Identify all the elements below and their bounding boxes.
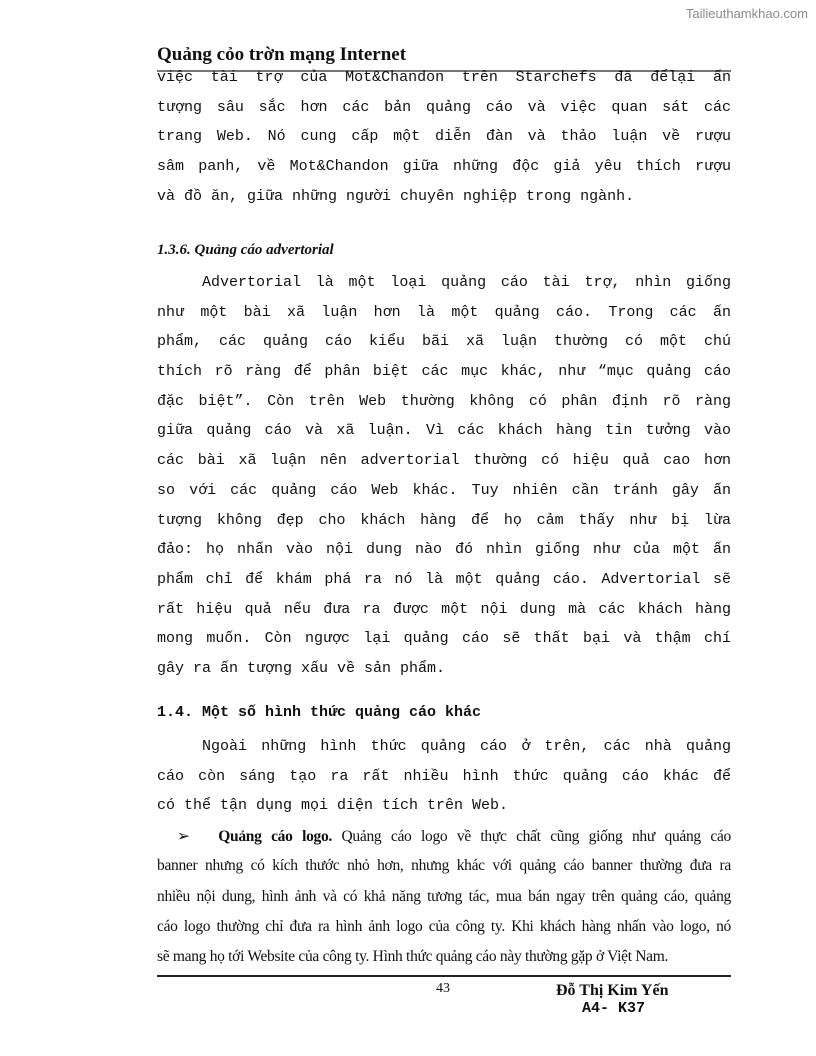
arrow-bullet-icon: ➢ <box>177 828 190 845</box>
footer-rule <box>157 975 731 977</box>
text-line: thích rõ ràng để phân biệt các mục khác, như “mục quảng cáo <box>157 363 731 381</box>
text-line: đảo: họ nhấn vào nội dung nào đó nhìn giống như của một ấn <box>157 541 731 559</box>
text-line: Advertorial là một loại quảng cáo tài trợ, nhìn giống <box>202 274 731 291</box>
text-line: tượng sâu sắc hơn các bản quảng cáo và việc quan sát các <box>157 98 731 116</box>
text-line: tượng không đẹp cho khách hàng để họ cảm thấy như bị lừa <box>157 511 731 529</box>
page-header-title: Quảng cỏo trờn mạng Internet <box>157 44 407 65</box>
intro-paragraph <box>157 69 731 217</box>
text-line: sâm panh, về Mot&Chandon giữa những độc giả yêu thích rượu <box>157 158 731 176</box>
text-line: Ngoài những hình thức quảng cáo ở trên, các nhà quảng <box>202 738 731 755</box>
page-number: 43 <box>436 981 450 996</box>
section-heading-1-3-6: 1.3.6. Quảng cáo advertorial <box>157 242 334 258</box>
other-forms-paragraph <box>157 738 731 827</box>
text-line: đặc biệt”. Còn trên Web thường không có phân định rõ ràng <box>157 392 731 410</box>
section-heading-1-4: 1.4. Một số hình thức quảng cáo khác <box>157 704 482 721</box>
text-line: banner nhưng có kích thước nhỏ hơn, nhưng khác với quảng cáo banner thường đưa ra <box>157 857 731 875</box>
text-line: việc tài trợ của Mot&Chandon trên Starchefs đã đểlại ấn <box>157 69 731 86</box>
bullet-label: Quảng cáo logo. <box>218 828 332 845</box>
text-line: cáo logo thường chỉ đưa ra hình ảnh logo của công ty. Khi khách hàng nhấn vào logo, nó <box>157 917 731 935</box>
footer-author: Đỗ Thị Kim Yến <box>556 982 669 999</box>
bullet-text: Quảng cáo logo về thực chất cũng giống như quảng cáo <box>332 828 731 845</box>
watermark: Tailieuthamkhao.com <box>685 6 808 21</box>
text-line: như một bài xã luận hơn là một quảng cáo. Trong các ấn <box>157 303 731 321</box>
text-line: các bài xã luận nên advertorial thường có hiệu quả cao hơn <box>157 452 731 470</box>
advertorial-paragraph <box>157 274 731 690</box>
logo-ad-bullet <box>157 827 731 978</box>
text-line: mong muốn. Còn ngược lại quảng cáo sẽ thất bại và thậm chí <box>157 630 731 648</box>
text-line: nhiều nội dung, hình ảnh và có khả năng tương tác, mua bán ngay trên quảng cáo, quảng <box>157 887 731 905</box>
text-line: rất hiệu quả nếu đưa ra được một nội dung mà các khách hàng <box>157 600 731 618</box>
text-line: gây ra ấn tượng xấu về sản phẩm. <box>157 659 446 677</box>
text-line: giữa quảng cáo và xã luận. Vì các khách hàng tin tưởng vào <box>157 422 731 440</box>
bullet-first-line <box>157 827 731 857</box>
text-line: và đồ ăn, giữa những người chuyên nghiệp trong ngành. <box>157 187 635 205</box>
text-line: phẩm, các quảng cáo kiểu bãi xã luận thường có một chú <box>157 333 731 351</box>
text-line: sẽ mang họ tới Website của công ty. Hình thức quảng cáo này thường gặp ở Việt Nam. <box>157 948 669 966</box>
footer-class: A4- K37 <box>582 1000 646 1017</box>
text-line: phẩm chỉ để khám phá ra nó là một quảng cáo. Advertorial sẽ <box>157 570 731 588</box>
text-line: có thể tận dụng mọi diện tích trên Web. <box>157 797 509 815</box>
text-line: so với các quảng cáo Web khác. Tuy nhiên cần tránh gây ấn <box>157 481 731 499</box>
text-line: cáo còn sáng tạo ra rất nhiều hình thức quảng cáo khác để <box>157 767 731 785</box>
text-line: trang Web. Nó cung cấp một diễn đàn và thảo luận về rượu <box>157 128 731 146</box>
